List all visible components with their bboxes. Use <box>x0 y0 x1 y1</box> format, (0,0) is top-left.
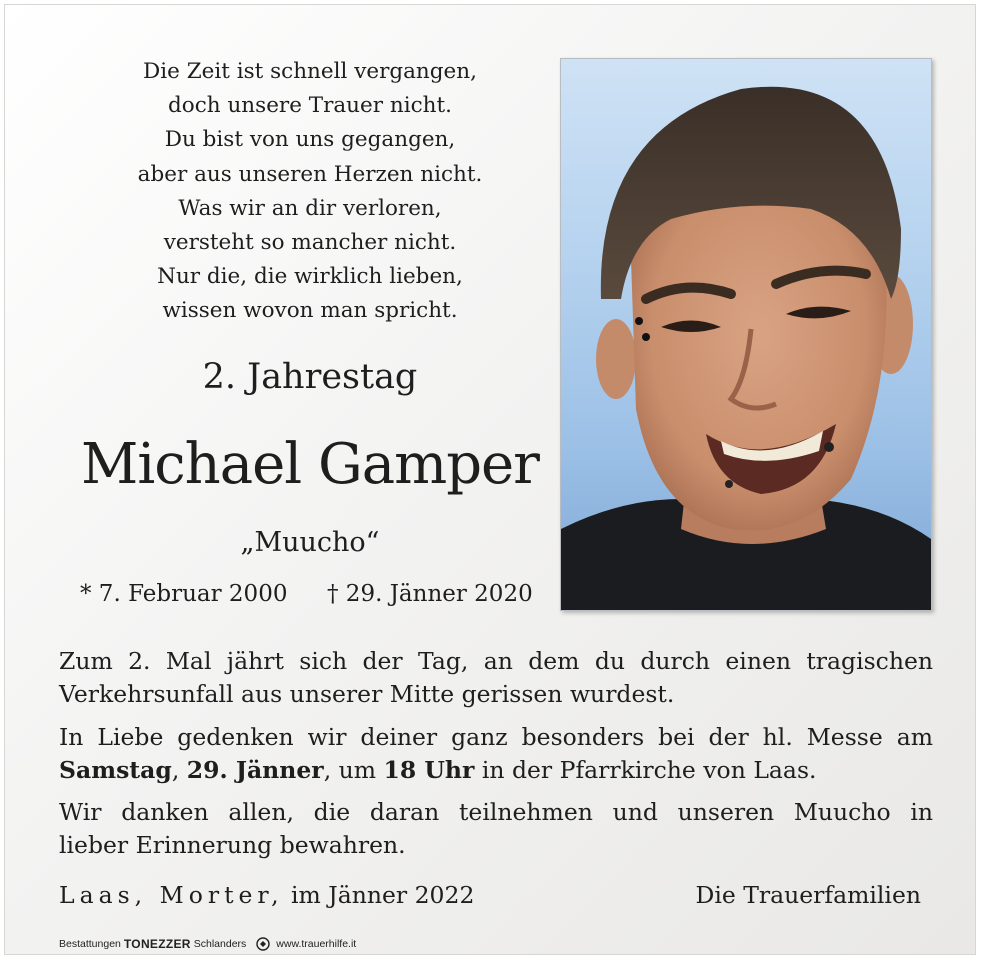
place-and-date <box>59 878 474 912</box>
poem-line: Was wir an dir verloren, <box>178 195 442 221</box>
poem-line: wissen wovon man spricht. <box>162 298 458 324</box>
obituary-card <box>4 4 976 955</box>
separator-text: , <box>171 756 187 784</box>
poem-line: aber aus unseren Herzen nicht. <box>137 161 483 187</box>
nickname: „Muucho“ <box>240 527 380 558</box>
trauerhilfe-logo-icon <box>256 937 270 951</box>
paragraph-thanks <box>59 796 933 862</box>
portrait-photo <box>560 58 932 611</box>
poem-line: Die Zeit ist schnell vergangen, <box>143 59 477 84</box>
credits-prefix: Bestattungen <box>59 938 121 950</box>
mass-date: 29. Jänner <box>186 756 324 784</box>
poem-line: Nur die, die wirklich lieben, <box>157 264 463 290</box>
poem-line: doch unsere Trauer nicht. <box>168 93 452 119</box>
portrait-illustration <box>561 59 931 610</box>
poem-line: Du bist von uns gegangen, <box>164 127 456 153</box>
paragraph-line: Verkehrsunfall aus unserer Mitte gerissen wurdest. <box>59 680 675 708</box>
website-link[interactable]: www.trauerhilfe.it <box>276 938 357 950</box>
deceased-name: Michael Gamper <box>81 432 539 497</box>
mass-day: Samstag <box>59 756 172 784</box>
places: Laas, Morter, <box>59 881 284 909</box>
paragraph-anniversary <box>59 645 933 711</box>
funeral-home-brand: TONEZZER <box>123 937 191 951</box>
death-date: † 29. Jänner 2020 <box>327 581 533 607</box>
paragraph-line: Wir danken allen, die daran teilnehmen und unseren Muucho in <box>59 798 933 826</box>
paragraph-line: In Liebe gedenken wir deiner ganz besonders bei der hl. Messe am <box>59 723 933 751</box>
memorial-poem <box>65 55 555 329</box>
paragraph-mass <box>59 721 933 787</box>
separator-text: , um <box>323 756 384 784</box>
signature: Die Trauerfamilien <box>695 881 921 909</box>
mass-details-line <box>59 754 933 787</box>
funeral-home-credits <box>59 937 356 951</box>
poem-line: versteht so mancher nicht. <box>163 230 457 256</box>
mass-location: in der Pfarrkirche von Laas. <box>474 756 817 784</box>
paragraph-line: lieber Erinnerung bewahren. <box>59 831 406 859</box>
issue-date: im Jänner 2022 <box>283 881 475 909</box>
paragraph-line: Zum 2. Mal jährt sich der Tag, an dem du durch einen tragischen <box>59 647 933 675</box>
mass-time: 18 Uhr <box>383 756 475 784</box>
birth-date: * 7. Februar 2000 <box>80 581 288 607</box>
credits-city: Schlanders <box>193 938 247 950</box>
anniversary-heading: 2. Jahrestag <box>202 357 418 397</box>
